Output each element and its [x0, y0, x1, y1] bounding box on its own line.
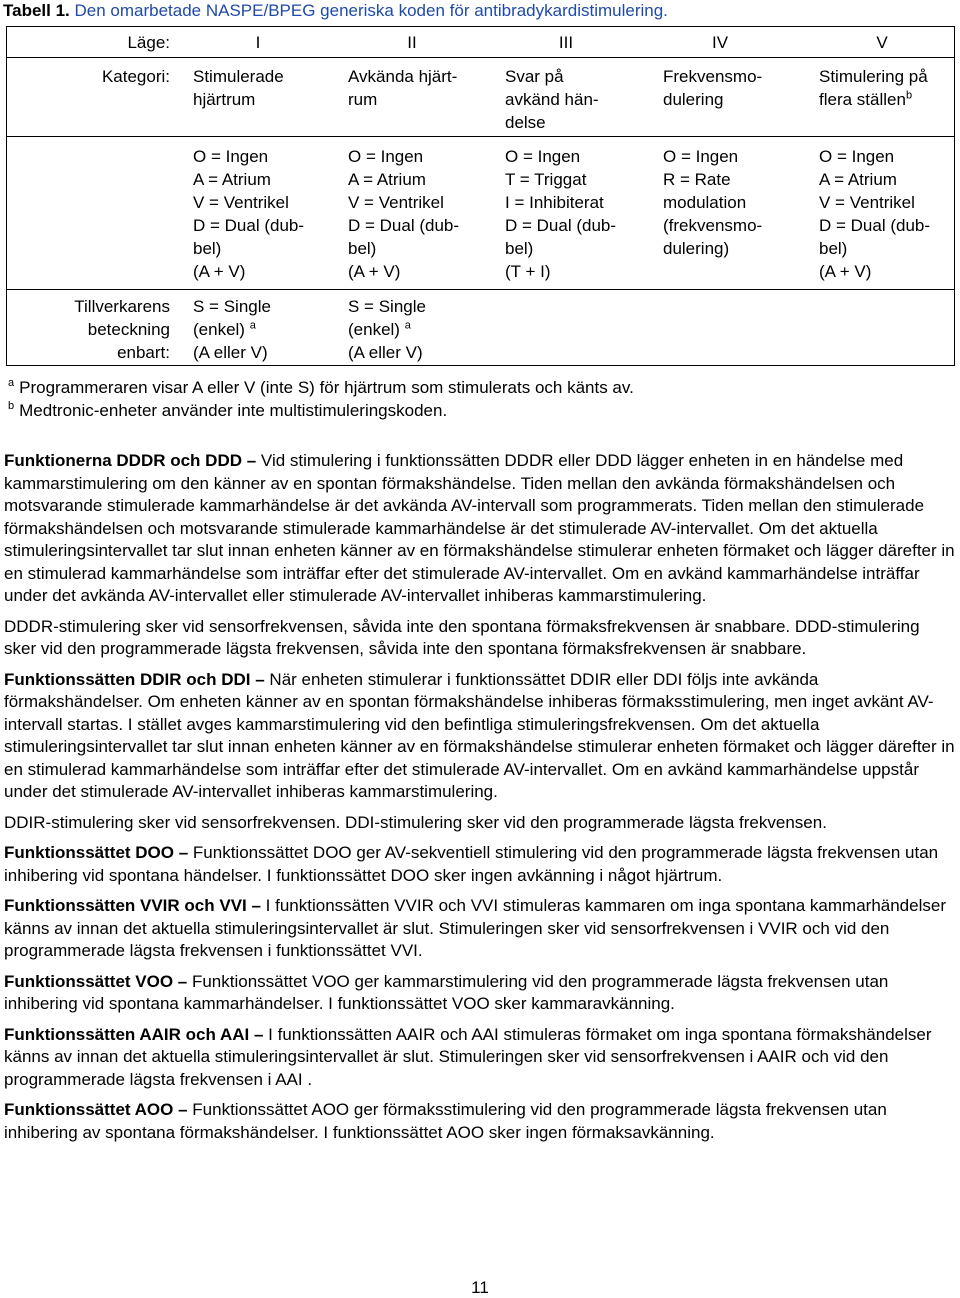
paragraph: Funktionerna DDDR och DDD – Vid stimulering i funktionssätten DDDR eller DDD lägger enheten in en händelse med kammarstimulering om den känner av en spontan förmakshändelse. Tiden mellan den avkända förmakshändelsen och motsvarande stimulerade kammarhändelse är det avkända AV-intervall som programmerats. Tiden mellan den stimulerade förmakshändelsen och motsvarande stimulerade kammarhändelse är det stimulerade AV-intervallet. Om det aktuella stimuleringsintervallet tar slut innan enheten känner av en förmakshändelse stimulerar enheten förmaket och lägger därefter in en stimulerad kammarhändelse som inträffar efter det stimulerade AV-intervallet. Om en avkänd kammarhändelse inträffar under det avkända AV-intervallet eller stimulerade AV-intervallet inhiberas kammarstimulering.: [4, 451, 955, 605]
code-list-V: O = Ingen A = Atrium V = Ventrikel D = Dual (dub- bel) (A + V): [819, 147, 931, 281]
footnote-ref-a: a: [404, 319, 411, 332]
footnote-ref-b: b: [905, 89, 913, 102]
paragraph: Funktionssätten AAIR och AAI – I funktionssätten AAIR och AAI stimuleras förmaket om inga spontana förmakshändelser känns av innan det aktuella stimuleringsintervallet är slut. Stimuleringen sker vid sensorfrekvensen i AAIR och vid den programmerade lägsta frekvensen i AAI .: [4, 1024, 932, 1089]
page-number: 11: [471, 1278, 489, 1297]
mode-header: Läge:: [127, 33, 170, 52]
row-divider: [7, 136, 954, 137]
footnote-ref-a: a: [249, 319, 256, 332]
mode-III: III: [558, 33, 574, 52]
mode-IV: IV: [711, 33, 729, 52]
table-caption: [3, 0, 953, 24]
row-divider: [7, 57, 954, 58]
code-list-I: O = Ingen A = Atrium V = Ventrikel D = Dual (dub- bel) (A + V): [193, 147, 305, 281]
paragraph: Funktionssättet VOO – Funktionssättet VOO ger kammarstimulering vid den programmerade lägsta frekvensen utan inhibering vid spontana kammarhändelser. I funktionssättet VOO sker kammaravkänning.: [4, 971, 889, 1013]
category-cell: Stimulering på flera ställen$^b$: [819, 67, 928, 109]
code-list-III: O = Ingen T = Triggat I = Inhibiterat D = Dual (dub- bel) (T + I): [505, 147, 617, 281]
row-divider: [7, 289, 954, 290]
mode-II: II: [407, 33, 417, 52]
category-cell: Avkända hjärt- rum: [348, 67, 458, 109]
body-text: [4, 450, 956, 1152]
table-footnotes: [8, 376, 948, 422]
category-cell: Frekvensmo- dulering: [663, 67, 763, 109]
caption-label: Tabell 1.: [3, 1, 70, 20]
category-label: Kategori:: [101, 67, 170, 86]
footnote: $^b$ Medtronic-enheter använder inte multistimuleringskoden.: [8, 400, 448, 420]
mode-I: I: [255, 33, 261, 52]
paragraph: Funktionssätten DDIR och DDI – När enheten stimulerar i funktionssättet DDIR eller DDI följs inte avkända förmakshändelser. Om enheten känner av en spontan förmakshändelse inhiberas förmaksstimulering, men inget avkänt AV-intervall startas. I stället avges kammarstimulering vid den befintliga stimuleringsfrekvensen. Om det aktuella stimuleringsintervallet tar slut innan enheten känner av en förmakshändelse stimulerar enheten förmaket och lägger därefter in en stimulerad kammarhändelse som inträffar efter det stimulerade AV-intervallet. Om en avkänd kammarhändelse uppstår under det stimulerade AV-intervallet inhiberas kammarstimulering.: [4, 669, 955, 801]
paragraph: DDDR-stimulering sker vid sensorfrekvensen, såvida inte den spontana förmaksfrekvensen är snabbare. DDD-stimulering sker vid den programmerade lägsta frekvensen, såvida inte den spontana förmaksfrekvensen är snabbare.: [4, 616, 920, 658]
category-cell: Svar på avkänd hän- delse: [505, 67, 599, 132]
category-cell: Stimulerade hjärtrum: [193, 67, 284, 109]
paragraph: DDIR-stimulering sker vid sensorfrekvensen. DDI-stimulering sker vid den programmerade lägsta frekvensen.: [4, 812, 827, 832]
manufacturer-label: Tillverkarens beteckning enbart:: [74, 297, 170, 362]
mode-V: V: [876, 33, 888, 52]
naspe-code-table: [6, 26, 955, 366]
paragraph: Funktionssättet AOO – Funktionssättet AOO ger förmaksstimulering vid den programmerade lägsta frekvensen utan inhibering av spontana förmakshändelser. I funktionssättet AOO sker ingen förmaksavkänning.: [4, 1100, 887, 1142]
footnote: $^a$ Programmeraren visar A eller V (inte S) för hjärtrum som stimulerats och känts av.: [8, 377, 634, 397]
paragraph: Funktionssätten VVIR och VVI – I funktionssätten VVIR och VVI stimuleras kammaren om inga spontana kammarhändelser känns av innan det aktuella stimuleringsintervallet är slut. Stimuleringen sker vid sensorfrekvensen i VVIR och vid den programmerade lägsta frekvensen i funktionssättet VVI.: [4, 896, 946, 960]
caption-text: Den omarbetade NASPE/BPEG generiska koden för antibradykardistimulering.: [69, 1, 668, 20]
manufacturer-code-II: S = Single (enkel) $^a$ (A eller V): [348, 297, 426, 362]
code-list-II: O = Ingen A = Atrium V = Ventrikel D = Dual (dub- bel) (A + V): [348, 147, 460, 281]
manufacturer-code-I: S = Single (enkel) $^a$ (A eller V): [193, 297, 271, 362]
paragraph: Funktionssättet DOO – Funktionssättet DOO ger AV-sekventiell stimulering vid den programmerade lägsta frekvensen utan inhibering vid spontana händelser. I funktionssättet DOO sker ingen avkänning i något hjärtrum.: [4, 843, 939, 885]
code-list-IV: O = Ingen R = Rate modulation (frekvensmo- dulering): [663, 147, 763, 258]
